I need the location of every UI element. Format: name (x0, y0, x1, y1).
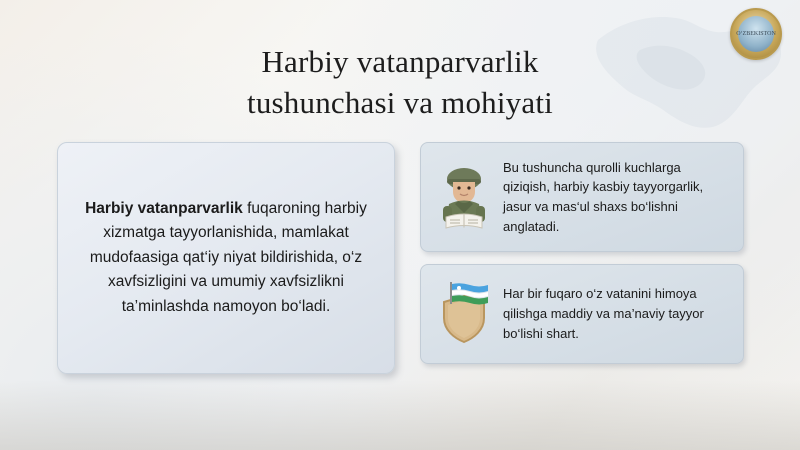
soldier-reading-book-icon (433, 160, 495, 234)
definition-body: fuqaroning harbiy xizmatga tayyorlanishida, mamlakat mudofaasiga qat‘iy niyat bildirishida, o‘z xavfsizligini va umumiy xavfsizlikni ta’minlashda namoyon bo‘ladi. (89, 199, 367, 315)
title-line-2: tushunchasi va mohiyati (247, 84, 553, 120)
info-card-2-text: Har bir fuqaro o‘z vatanini himoya qilishga maddiy va ma’naviy tayyor bo‘lishi shart. (503, 286, 704, 341)
info-card-2 (420, 264, 744, 364)
bottom-shading-band (0, 380, 800, 450)
page-title (120, 42, 680, 124)
shield-with-flag-icon (433, 281, 495, 347)
definition-text (78, 197, 374, 319)
definition-card (57, 142, 395, 374)
definition-lead: Harbiy vatanparvarlik (85, 199, 243, 217)
emblem-label: O‘ZBEKISTON (738, 16, 774, 52)
state-emblem-icon (730, 8, 782, 60)
info-card-1-text: Bu tushuncha qurolli kuchlarga qiziqish, harbiy kasbiy tayyorgarlik, jasur va mas‘ul shaxs bo‘lishni anglatadi. (503, 159, 704, 234)
title-line-1: Harbiy vatanparvarlik (261, 44, 539, 79)
info-card-1 (420, 142, 744, 252)
